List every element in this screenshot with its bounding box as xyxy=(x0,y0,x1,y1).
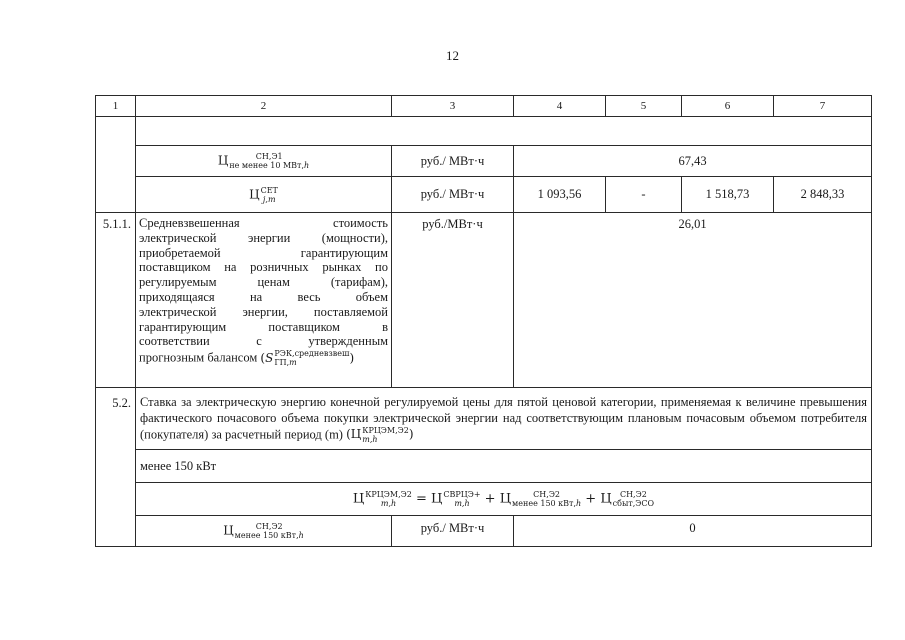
category-subheader: менее 150 кВт xyxy=(136,450,872,483)
item-description xyxy=(136,213,392,388)
formula-cell: Ц СЕТ j,m xyxy=(136,177,392,213)
value-cell: 0 xyxy=(514,516,872,547)
unit-cell: руб./ МВт·ч xyxy=(392,516,514,547)
table-row xyxy=(96,388,872,450)
tariff-table xyxy=(95,95,872,547)
value-cell: 26,01 xyxy=(514,213,872,388)
text-line-last xyxy=(139,349,388,367)
text-line: Средневзвешенная стоимость xyxy=(139,216,388,230)
text-line: приходящаяся на весь объем xyxy=(139,289,388,304)
text-line: соответствии с утвержденным xyxy=(139,334,388,349)
unit-cell: руб./МВт·ч xyxy=(392,213,514,388)
formula-inline: (Ц КРЦЭМ,Э2 m,h ) xyxy=(346,425,414,444)
value-cell: - xyxy=(606,177,682,213)
text-line: прогнозным балансом xyxy=(139,350,258,365)
col-header-2: 2 xyxy=(136,96,392,117)
table-row xyxy=(96,483,872,516)
item-description xyxy=(136,388,872,450)
value-cell: 1 093,56 xyxy=(514,177,606,213)
text-line: регулируемым ценам (тарифам), xyxy=(139,275,388,290)
formula-inline: (S РЭК,средневзвеш ГП,m ) xyxy=(260,349,355,368)
unit-cell: руб./ МВт·ч xyxy=(392,146,514,177)
col-header-5: 5 xyxy=(606,96,682,117)
formula-cell: Ц СН,Э2 менее 150 кВт,h xyxy=(136,516,392,547)
col-header-6: 6 xyxy=(682,96,774,117)
table-row xyxy=(96,146,872,177)
empty-cell xyxy=(136,117,872,146)
text-line: поставщиком на розничных рынках по xyxy=(139,260,388,275)
description-text: Ставка за электрическую энергию конечной регулируемой цены для пятой ценовой категории, применяемая к величине превышения фактического почасового объема покупки электрической энергии над соответствующим плановым почасовым объемом потребителя (покупателя) за расчетный период (m) xyxy=(140,394,867,441)
formula-cell: Ц СН,Э1 не менее 10 МВт,h xyxy=(136,146,392,177)
value-cell: 1 518,73 xyxy=(682,177,774,213)
value-cell: 2 848,33 xyxy=(774,177,872,213)
item-number: 5.1.1. xyxy=(96,213,136,388)
table-row xyxy=(96,516,872,547)
col-header-1: 1 xyxy=(96,96,136,117)
text-line: электрической энергии (мощности), xyxy=(139,230,388,245)
table-row xyxy=(96,177,872,213)
col-header-3: 3 xyxy=(392,96,514,117)
col-header-7: 7 xyxy=(774,96,872,117)
formula-row: Ц КРЦЭМ,Э2 m,h = Ц СВРЦЭ+ m,h + Ц СН,Э2 менее 150 кВт,h + Ц СН,Э2 сбыт,ЭСО xyxy=(136,483,872,516)
text-line: электрической энергии, поставляемой xyxy=(139,304,388,319)
table-row xyxy=(96,213,872,388)
table-row xyxy=(96,117,872,146)
text-line: гарантирующим поставщиком в xyxy=(139,319,388,334)
row-number-cell xyxy=(96,117,136,213)
text-line: приобретаемой гарантирующим xyxy=(139,245,388,260)
value-cell: 67,43 xyxy=(514,146,872,177)
page-number: 12 xyxy=(446,48,459,63)
column-header-row xyxy=(96,96,872,117)
col-header-4: 4 xyxy=(514,96,606,117)
item-number: 5.2. xyxy=(96,388,136,547)
table-row xyxy=(96,450,872,483)
unit-cell: руб./ МВт·ч xyxy=(392,177,514,213)
